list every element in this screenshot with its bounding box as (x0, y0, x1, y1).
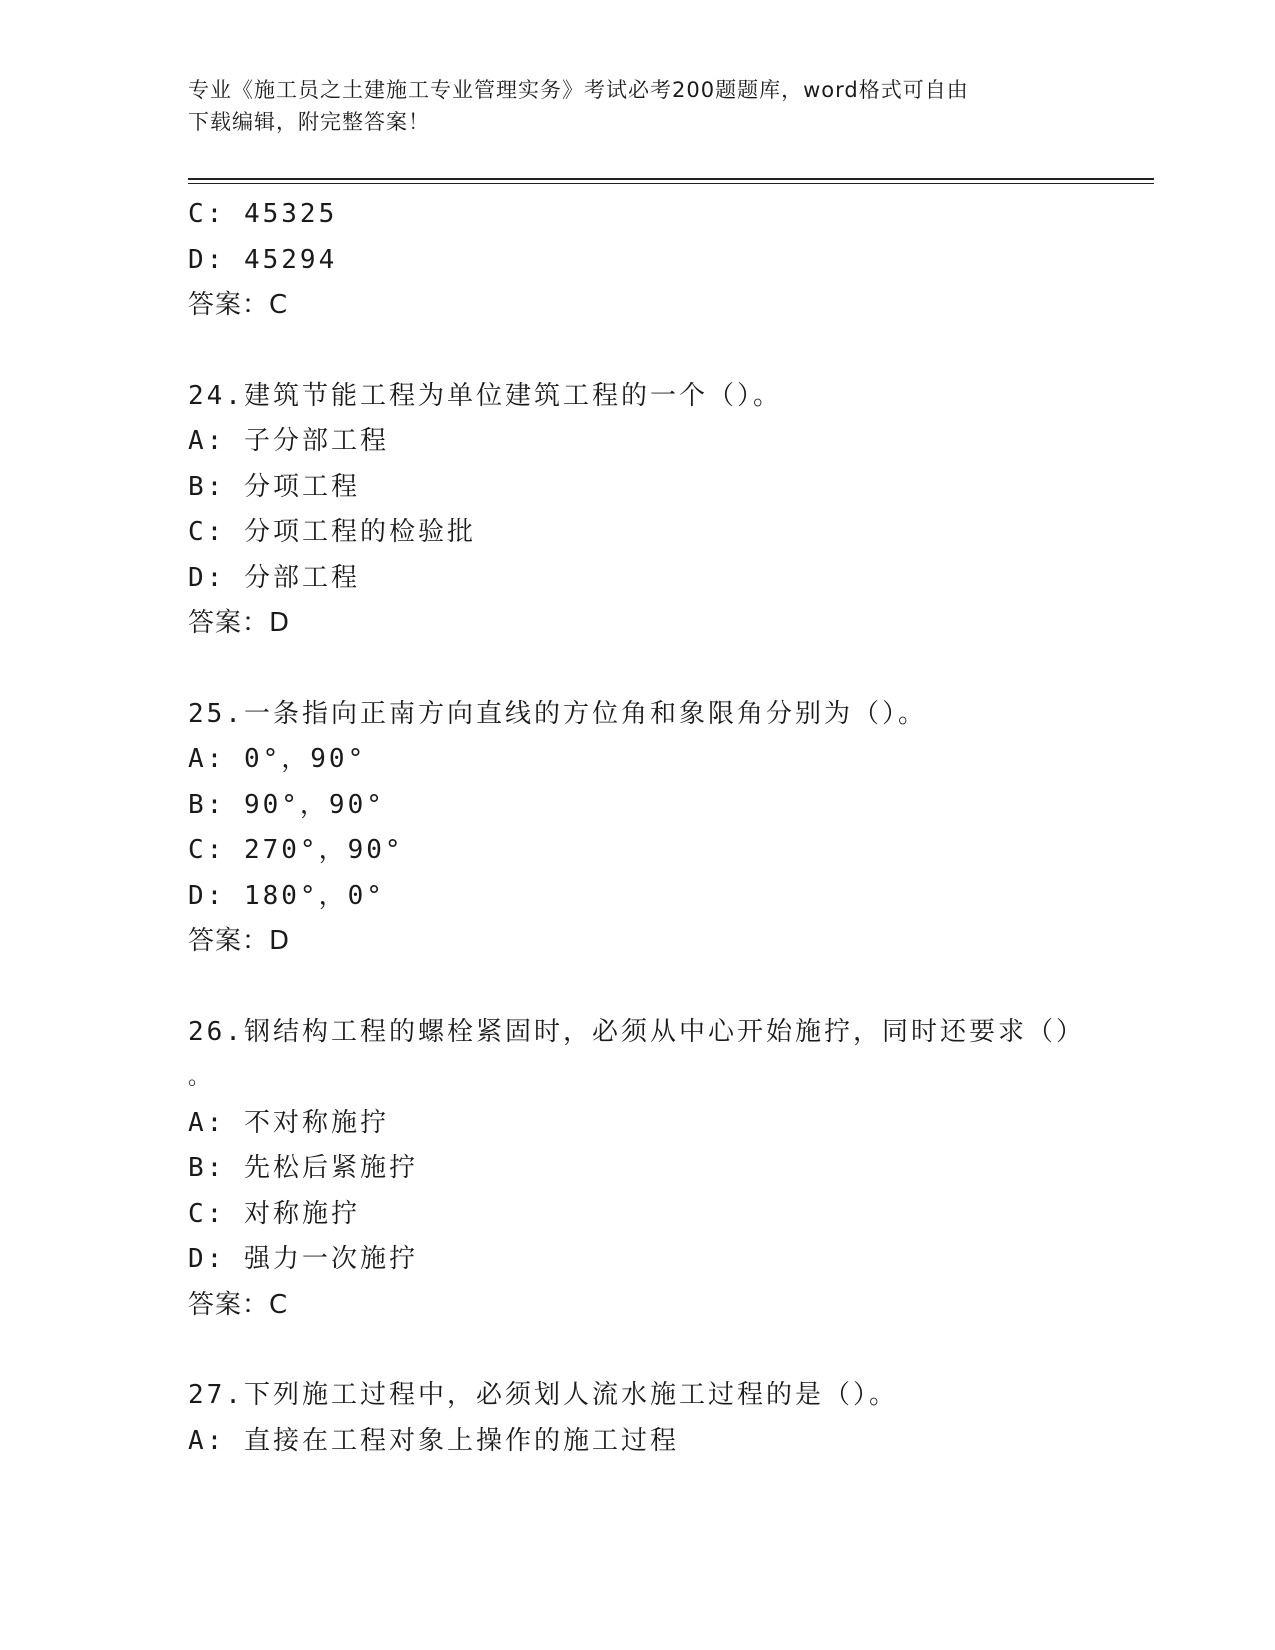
question-list (188, 192, 1154, 1464)
option-d: D: 45294 (188, 244, 338, 275)
header-title-line-1: 专业《施工员之土建施工专业管理实务》考试必考200题题库，word格式可自由 (188, 78, 969, 102)
option-c: C: 分项工程的检验批 (188, 517, 476, 547)
option-d: D: 分部工程 (188, 562, 360, 593)
question-gap (188, 647, 1154, 692)
option-d: D: 180°，0° (188, 880, 385, 911)
question-24 (188, 374, 1154, 647)
option-a: A: 直接在工程对象上操作的施工过程 (188, 1425, 679, 1456)
option-b: B: 90°，90° (188, 789, 385, 820)
option-c: C: 45325 (188, 199, 338, 229)
question-27 (188, 1373, 1154, 1464)
page-header (188, 74, 1068, 138)
question-25 (188, 692, 1154, 965)
answer-line: 答案：D (188, 926, 291, 956)
option-b: B: 先松后紧施拧 (188, 1153, 418, 1183)
answer-line: 答案：D (188, 608, 291, 638)
option-a: A: 子分部工程 (188, 426, 389, 456)
option-b: B: 分项工程 (188, 471, 360, 502)
question-stem-continuation: 。 (188, 1065, 211, 1090)
header-divider-thin (188, 183, 1154, 184)
option-a: A: 不对称施拧 (188, 1107, 389, 1138)
answer-line: 答案：C (188, 1289, 289, 1320)
question-gap (188, 1328, 1154, 1373)
option-d: D: 强力一次施拧 (188, 1244, 418, 1274)
question-gap (188, 965, 1154, 1010)
question-stem: 25.一条指向正南方向直线的方位角和象限角分别为（）。 (188, 698, 927, 729)
option-c: C: 270°，90° (188, 835, 404, 865)
header-title-line-2: 下载编辑，附完整答案！ (188, 110, 430, 134)
header-divider-thick (188, 178, 1154, 180)
question-gap (188, 329, 1154, 374)
question-26 (188, 1010, 1154, 1329)
question-23-continued (188, 192, 1154, 329)
option-c: C: 对称施拧 (188, 1198, 360, 1229)
question-stem: 24.建筑节能工程为单位建筑工程的一个（）。 (188, 380, 782, 411)
answer-line: 答案：C (188, 290, 289, 320)
question-stem: 26.钢结构工程的螺栓紧固时，必须从中心开始施拧，同时还要求（） (188, 1016, 1085, 1047)
question-stem: 27.下列施工过程中，必须划人流水施工过程的是（）。 (188, 1380, 898, 1410)
option-a: A: 0°，90° (188, 744, 367, 774)
